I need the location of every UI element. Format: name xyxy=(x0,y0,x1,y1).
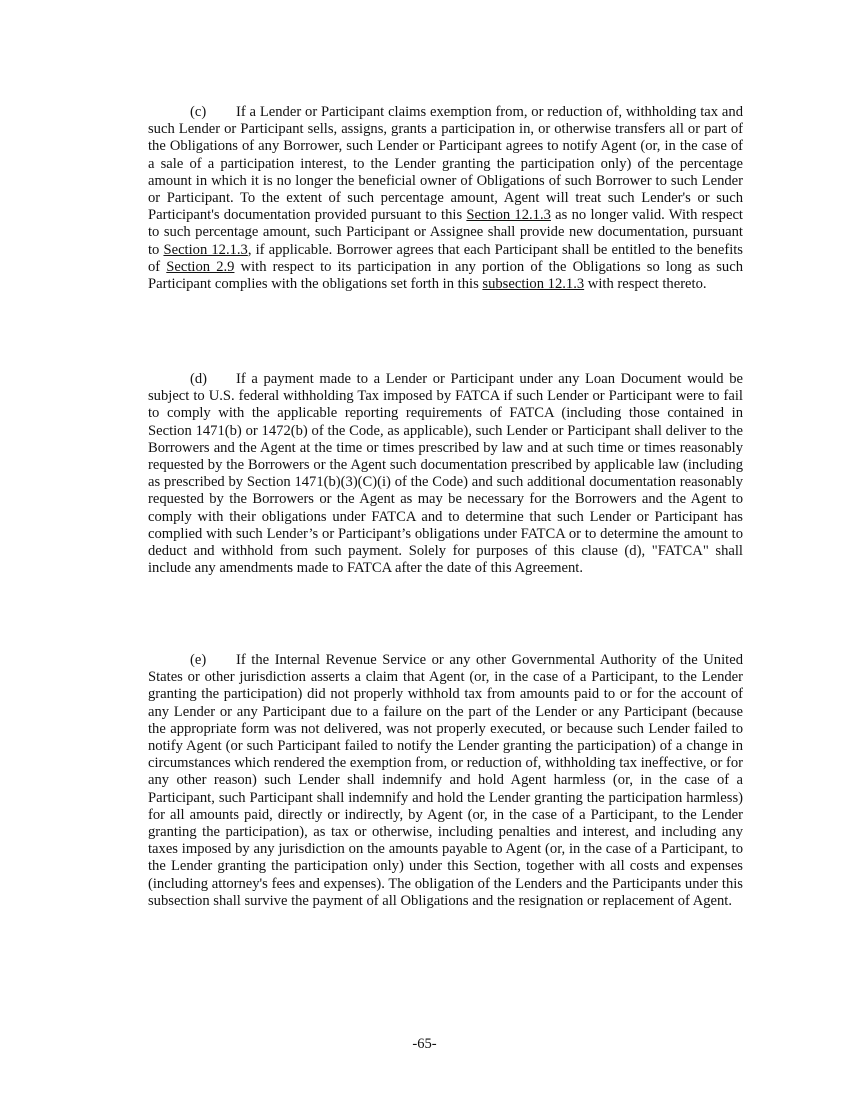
paragraph-e xyxy=(148,652,743,910)
paragraph-label: (d) xyxy=(190,371,208,387)
paragraph-label: (c) xyxy=(190,104,207,120)
section-reference: Section 2.9 xyxy=(166,258,235,275)
paragraph-text xyxy=(148,104,743,293)
paragraph-label: (e) xyxy=(190,652,207,668)
paragraph-segment: with respect thereto. xyxy=(584,276,707,293)
paragraph-segment: , if applicable. Borrower agrees that each Participant shall be entitled to the benefits of xyxy=(148,241,743,275)
paragraph-segment: as no longer valid. With respect to such percentage amount, such Participant or Assignee shall provide new documentation, pursuant to xyxy=(148,207,743,258)
paragraph-text xyxy=(148,371,743,577)
paragraph-c xyxy=(148,104,743,293)
paragraph-segment: with respect to its participation in any portion of the Obligations so long as such Participant complies with the obligations set forth in this xyxy=(148,258,744,293)
section-reference: Section 12.1.3 xyxy=(163,241,248,258)
paragraph-text xyxy=(148,652,743,910)
paragraph-segment: If a payment made to a Lender or Participant under any Loan Document would be subject to U.S. federal withholding Tax imposed by FATCA if such Lender or Participant were to fail to comply with the applicable reporting requirements of FATCA (including those contained in Section 1471(b) or 1472(b) of the Code, as applicable), such Lender or Participant shall deliver to the Borrowers and the Agent at the time or times prescribed by law and at such time or times reasonably requested by the Borrowers or the Agent such documentation prescribed by applicable law (including as prescribed by Section 1471(b)(3)(C)(i) of the Code) and such additional documentation reasonably requested by the Borrowers or the Agent as may be necessary for the Borrowers and the Agent to comply with their obligations under FATCA and to determine that such Lender or Participant has complied with such Lender’s or Participant’s obligations under FATCA or to determine the amount to deduct and withhold from such payment. Solely for purposes of this clause (d), "FATCA" shall include any amendments made to FATCA after the date of this Agreement. xyxy=(148,371,743,577)
paragraph-segment: If the Internal Revenue Service or any other Governmental Authority of the United States or other jurisdiction asserts a claim that Agent (or, in the case of a Participant, to the Lender granting the participation) did not properly withhold tax from amounts paid to or for the account of any Lender or any Participant due to a failure on the part of the Lender or any Participant (because the appropriate form was not delivered, was not properly executed, or because such Lender failed to notify Agent (or such Participant failed to notify the Lender granting the participation) of a change in circumstances which rendered the exemption from, or reduction of, withholding tax ineffective, or for any other reason) such Lender shall indemnify and hold Agent harmless (or, in the case of a Participant, such Participant shall indemnify and hold the Lender granting the participation harmless) for all amounts paid, directly or indirectly, by Agent (or, in the case of a Participant, to the Lender granting the participation), as tax or otherwise, including penalties and interest, and including any taxes imposed by any jurisdiction on the amounts payable to Agent (or, in the case of a Participant, to the Lender granting the participation only) under this Section, together with all costs and expenses (including attorney's fees and expenses). The obligation of the Lenders and the Participants under this subsection shall survive the payment of all Obligations and the resignation or replacement of Agent. xyxy=(148,652,743,909)
page-number: -65- xyxy=(412,1036,437,1052)
section-reference: subsection 12.1.3 xyxy=(482,276,585,293)
section-reference: Section 12.1.3 xyxy=(466,207,551,224)
paragraph-d xyxy=(148,371,743,577)
paragraph-segment: If a Lender or Participant claims exemption from, or reduction of, withholding tax and such Lender or Participant sells, assigns, grants a participation in, or otherwise transfers all or part of the Obligations of any Borrower, such Lender or Participant agrees to notify Agent (or, in the case of a sale of a participation interest, to the Lender granting the participation only) of the percentage amount in which it is no longer the beneficial owner of Obligations of such Borrower to such Lender or Participant. To the extent of such percentage amount, Agent will treat such Lender's or such Participant's documentation provided pursuant to this xyxy=(148,104,743,224)
